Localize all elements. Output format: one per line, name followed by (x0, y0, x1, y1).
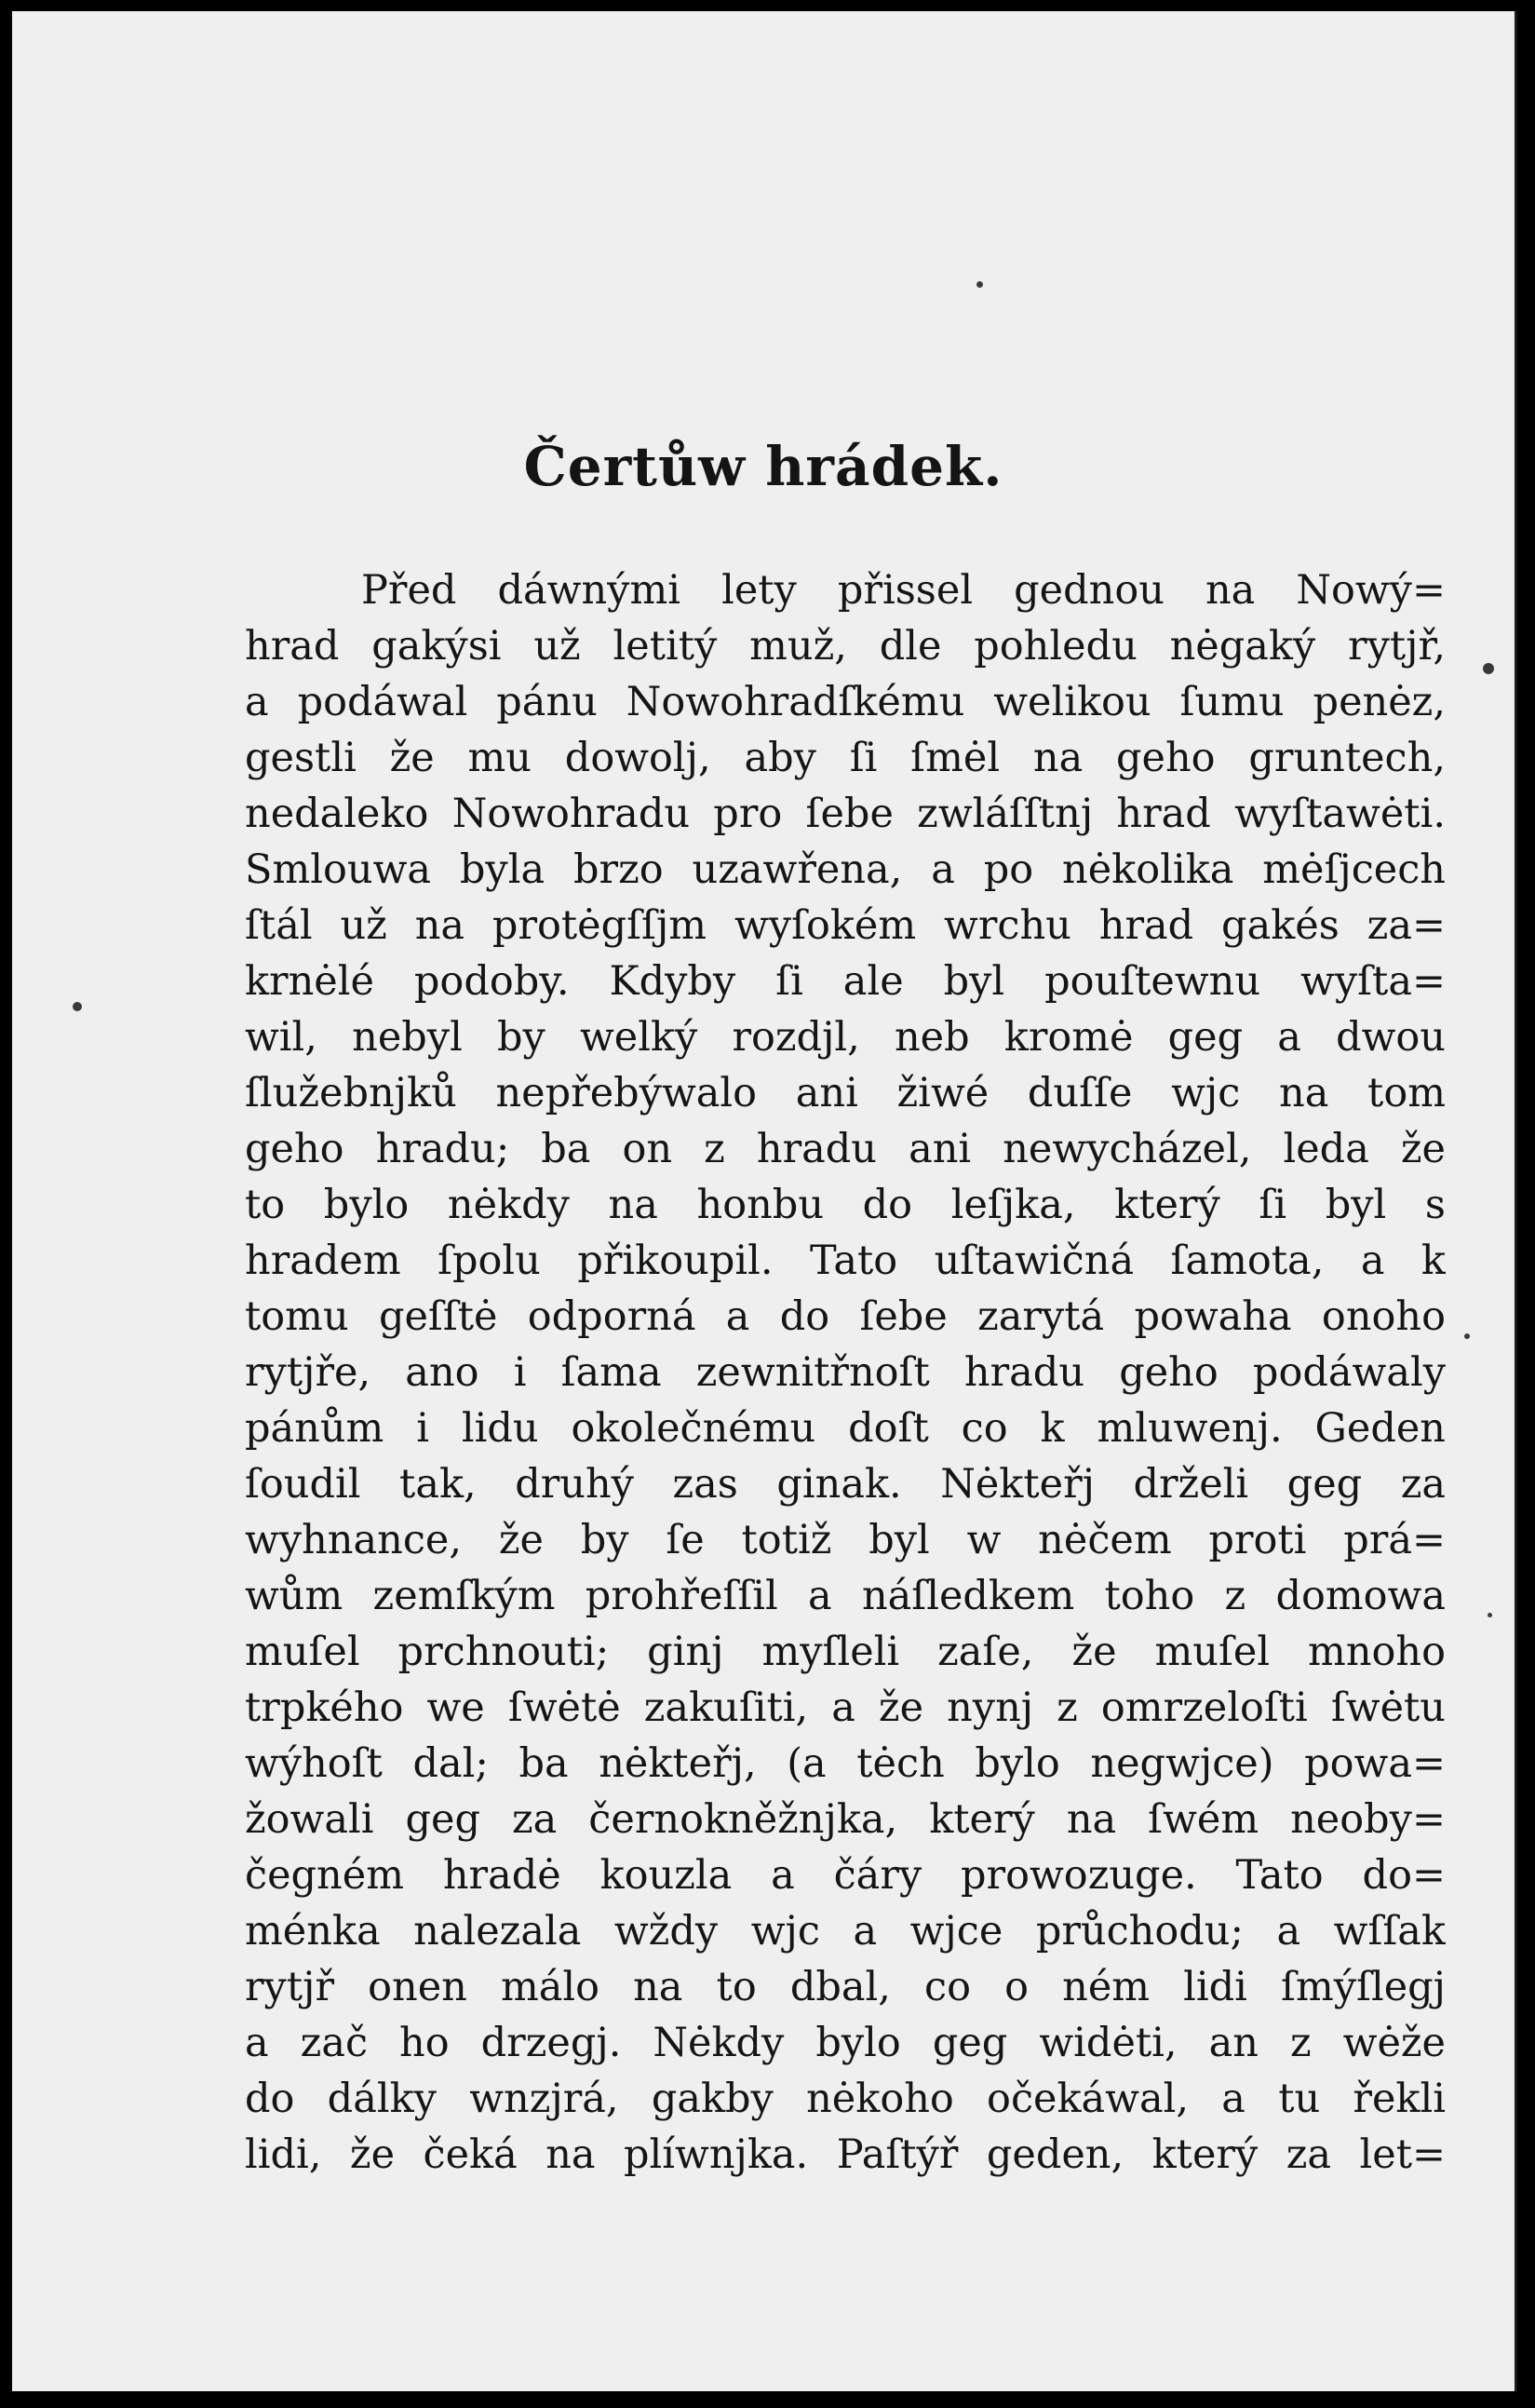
text-line: rytjř onen málo na to dbal, co o ném lidi ſmýſlegj (245, 1964, 1446, 2010)
text-line: muſel prchnouti; ginj myſleli zaſe, že muſel mnoho (245, 1629, 1446, 1675)
text-line: pánům i lidu okolečnému doſt co k mluwenj. Geden (245, 1405, 1446, 1452)
text-line: gestli že mu dowolj, aby ſi ſmėl na geho gruntech, (245, 735, 1446, 781)
text-line: lidi, že čeká na plíwnjka. Paſtýř geden, který za let= (245, 2131, 1446, 2178)
text-line: a zač ho drzegj. Nėkdy bylo geg widėti, an z wėže (245, 2020, 1446, 2066)
text-line: wyhnance, že by ſe totiž byl w nėčem proti prá= (245, 1517, 1446, 1563)
text-line: to bylo nėkdy na honbu do leſjka, který ſi byl s (245, 1182, 1446, 1228)
text-line: wil, nebyl by welký rozdjl, neb kromė geg a dwou (245, 1014, 1446, 1061)
text-line: a podáwal pánu Nowohradſkému welikou ſumu penėz, (245, 679, 1446, 725)
body-text (245, 562, 1446, 2183)
text-line: ménka nalezala wždy wjc a wjce průchodu; a wſſak (245, 1908, 1446, 1955)
text-line: trpkého we ſwėtė zakuſiti, a že nynj z omrzeloſti ſwėtu (245, 1684, 1446, 1731)
text-line: wýhoſt dal; ba nėkteřj, (a tėch bylo negwjce) powa= (245, 1740, 1446, 1787)
ink-speck (1483, 663, 1494, 674)
text-line: krnėlé podoby. Kdyby ſi ale byl pouſtewnu wyſta= (245, 958, 1446, 1005)
ink-speck (1488, 1613, 1492, 1617)
ink-speck (1464, 1333, 1470, 1339)
text-line: ſoudil tak, druhý zas ginak. Nėkteřj drželi geg za (245, 1461, 1446, 1508)
text-line: ſtál už na protėgſſjm wyſokém wrchu hrad gakés za= (245, 902, 1446, 949)
text-line: tomu geſſtė odporná a do ſebe zarytá powaha onoho (245, 1293, 1446, 1340)
text-line: nedaleko Nowohradu pro ſebe zwláſſtnj hrad wyſtawėti. (245, 791, 1446, 837)
text-line: čegném hradė kouzla a čáry prowozuge. Tato do= (245, 1852, 1446, 1899)
text-line: Před dáwnými lety přissel gednou na Nowý= (361, 567, 1446, 614)
text-line: geho hradu; ba on z hradu ani newycházel, leda že (245, 1126, 1446, 1172)
ink-speck (976, 281, 983, 288)
text-line: do dálky wnzjrá, gakby nėkoho očekáwal, a tu řekli (245, 2076, 1446, 2122)
text-line: hradem ſpolu přikoupil. Tato uſtawičná ſamota, a k (245, 1238, 1446, 1284)
text-line: žowali geg za černokněžnjka, který na ſwém neoby= (245, 1796, 1446, 1843)
text-line: wům zemſkým prohřeſſil a náſledkem toho z domowa (245, 1573, 1446, 1619)
text-line: hrad gakýsi už letitý muž, dle pohledu nėgaký rytjř, (245, 623, 1446, 670)
text-line: Smlouwa byla brzo uzawřena, a po nėkolika mėſjcech (245, 846, 1446, 893)
text-line: rytjře, ano i ſama zewnitřnoſt hradu geho podáwaly (245, 1349, 1446, 1396)
chapter-title: Čertůw hrádek. (523, 435, 1003, 498)
book-page (12, 11, 1517, 2391)
text-line: ſlužebnjků nepřebýwalo ani žiwé duſſe wjc na tom (245, 1070, 1446, 1116)
ink-speck (73, 1002, 82, 1011)
